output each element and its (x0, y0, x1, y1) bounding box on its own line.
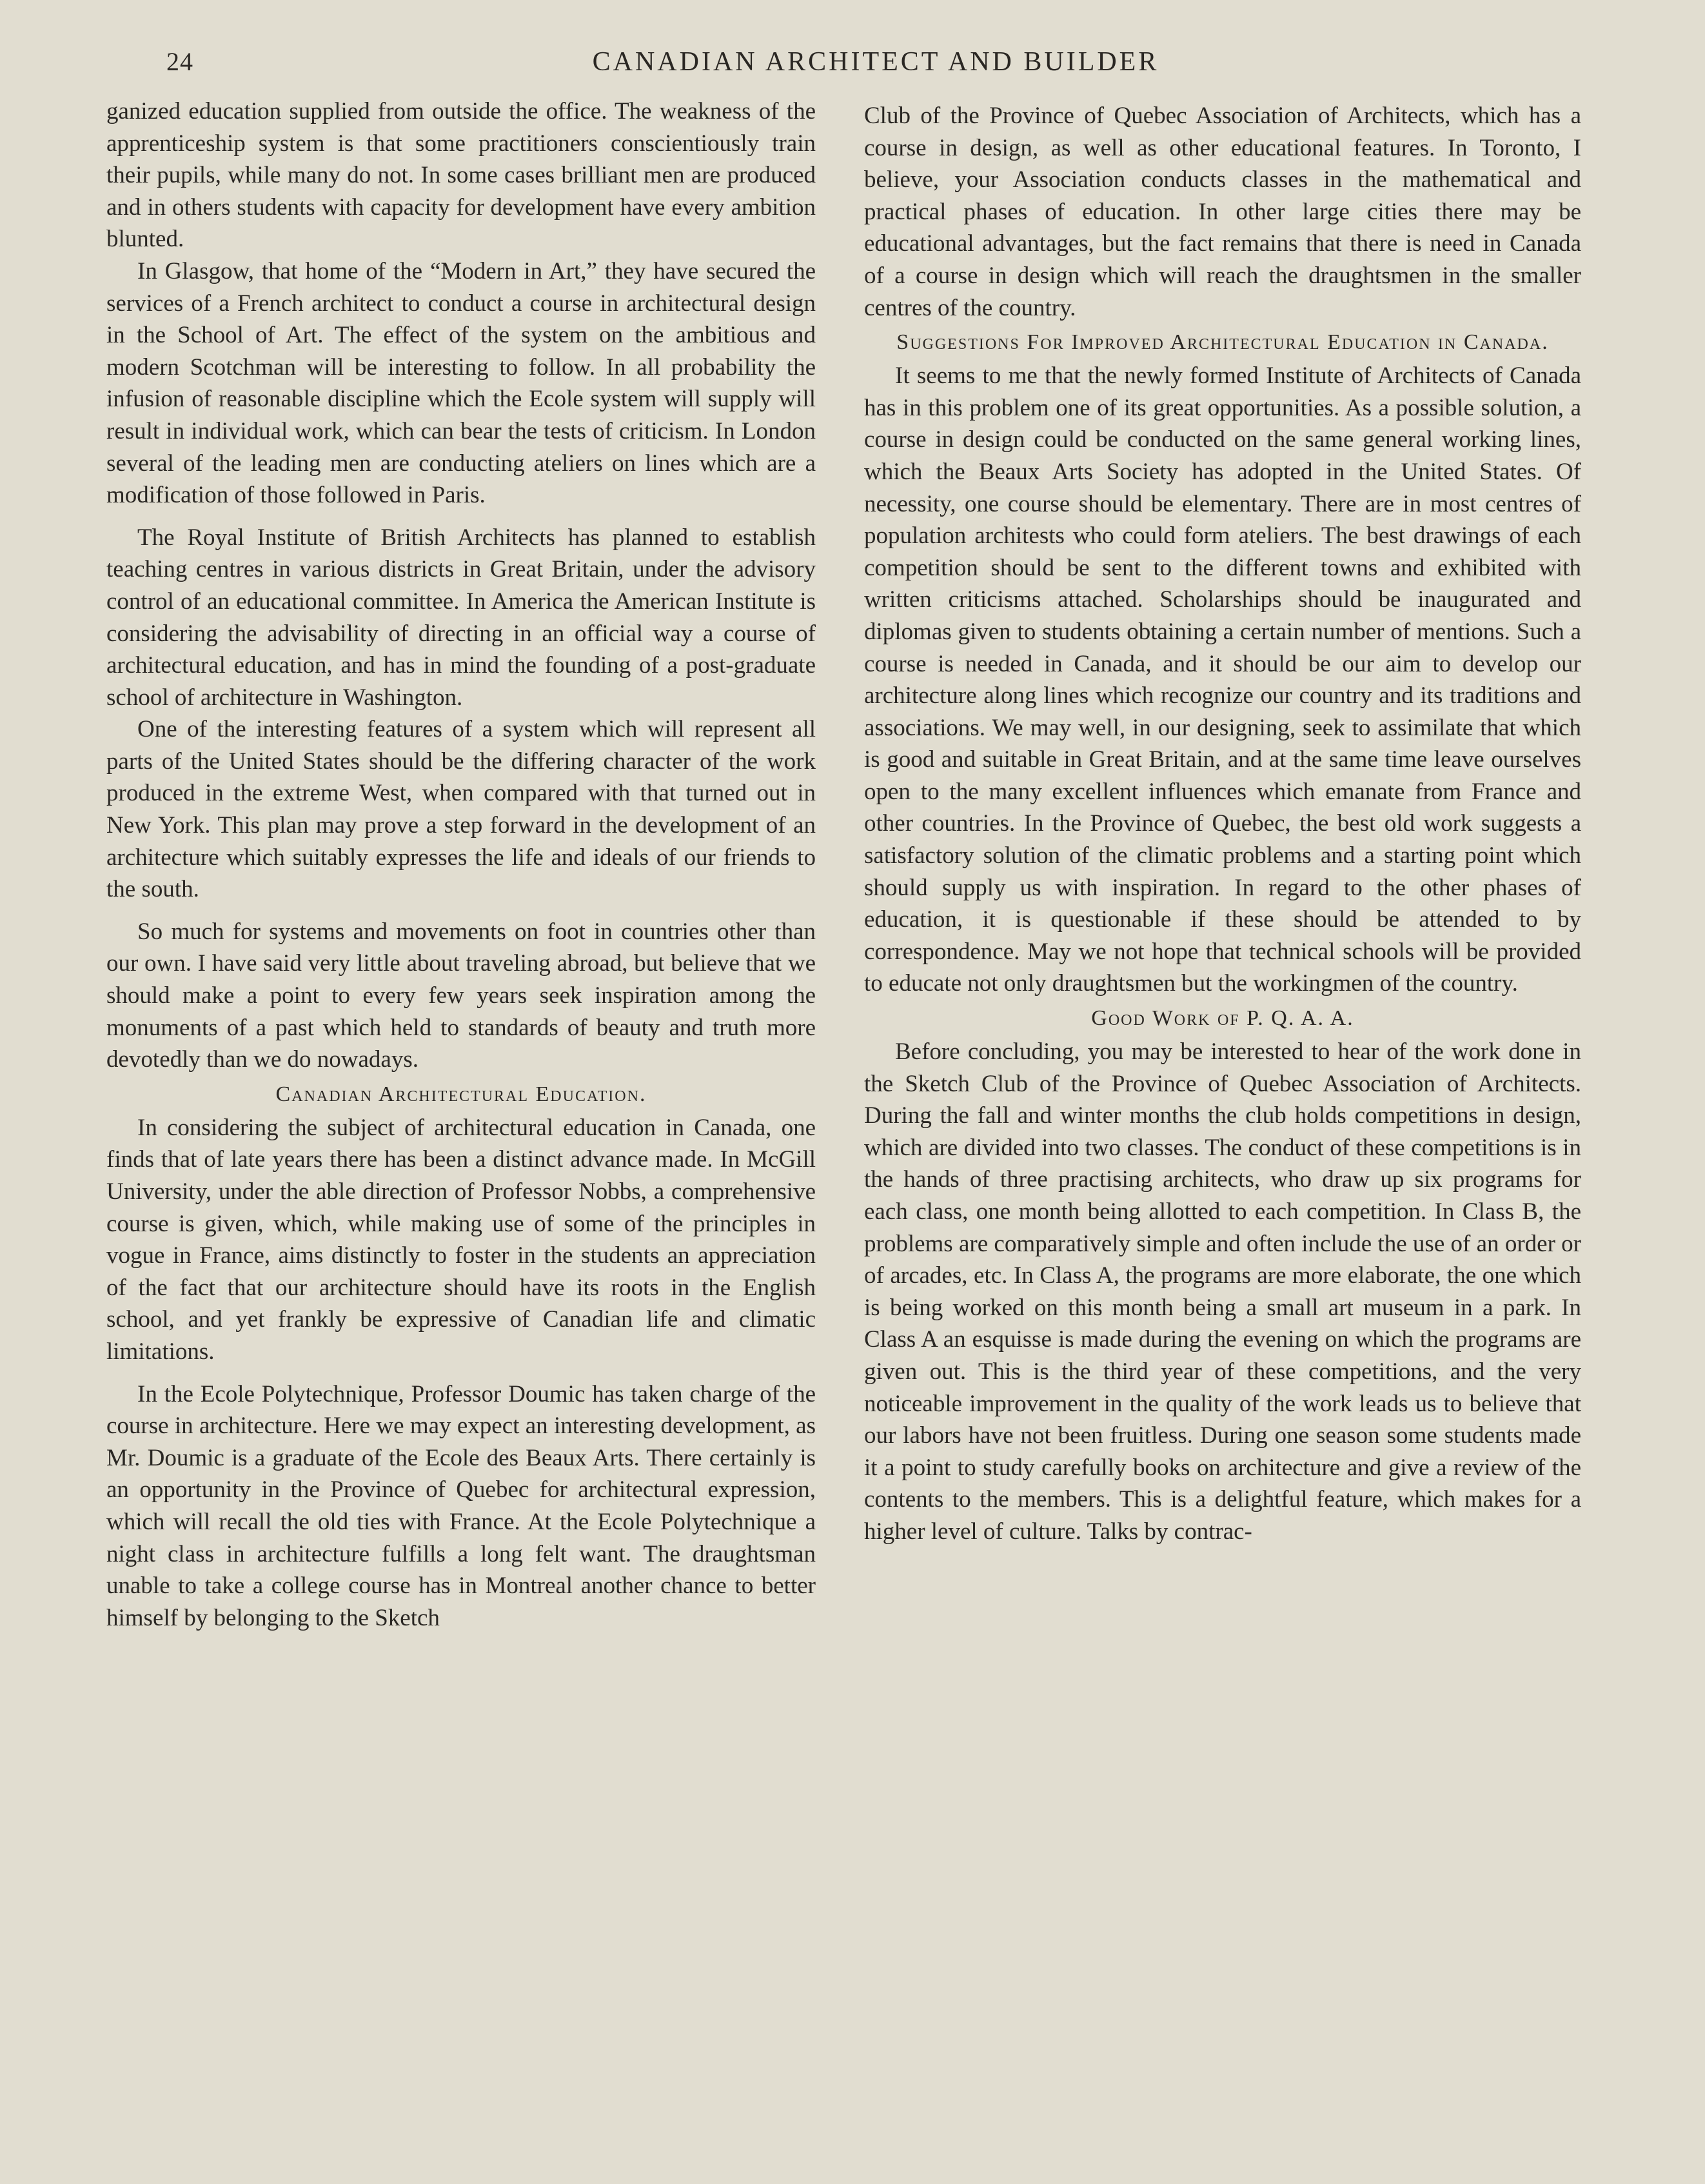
section-heading: Suggestions For Improved Architectural Education in Canada. (896, 330, 1549, 355)
section-heading: Canadian Architectural Education. (275, 1082, 647, 1106)
paragraph: Before concluding, you may be interested to hear of the work done in the Sketch Club of the Province of Quebec Association of Architects. During the fall and winter months the club holds competitions in design, which are divided into two classes. The conduct of these competitions is in the hands of three practising architects, who draw up six programs for each class, one month being allotted to each competition. In Class B, the problems are comparatively simple and often include the use of an order or of arcades, etc. In Class A, the programs are more elaborate, the one which is being worked on this month being a small art museum in a park. In Class A an esquisse is made during the evening on which the programs are given out. This is the third year of these competitions, and the very noticeable improvement in the quality of the work leads us to believe that our labors have not been fruitless. During one season some students made it a point to study carefully books on architecture and give a review of the contents to the members. This is a delightful feature, which makes for a higher level of culture. Talks by contrac- (864, 1038, 1581, 1545)
paragraph: In considering the subject of architectural education in Canada, one finds that of late years there has been a distinct advance made. In McGill University, under the able direction of Professor Nobbs, a comprehensive course is given, which, while making use of some of the principles in vogue in France, aims distinctly to foster in the students an appreciation of the fact that our architecture should have its roots in the English school, and yet frankly be expressive of Canadian life and climatic limitations. (106, 1114, 816, 1365)
paragraph: So much for systems and movements on foot in countries other than our own. I have said very little about traveling abroad, but believe that we should make a point to every few years seek inspiration among the monuments of a past which held to standards of beauty and truth more devotedly than we do nowadays. (106, 918, 816, 1073)
running-title: CANADIAN ARCHITECT AND BUILDER (592, 47, 1159, 77)
page-number: 24 (166, 47, 193, 76)
paragraph: In Glasgow, that home of the “Modern in Art,” they have secured the services of a French architect to conduct a course in architectural design in the School of Art. The effect of the system on the ambitious and modern Scotchman will be interesting to follow. In all probability the infusion of reasonable discipline which the Ecole system will supply will result in individual work, which can bear the tests of criticism. In London several of the leading men are conducting ateliers on lines which are a modification of those followed in Paris. (106, 257, 816, 509)
section-heading: Good Work of P. Q. A. A. (1091, 1006, 1354, 1031)
paragraph: One of the interesting features of a system which will represent all parts of the United States should be the differing character of the work produced in the extreme West, when compared with that turned out in New York. This plan may prove a step forward in the development of an architecture which suitably expresses the life and ideals of our friends to the south. (106, 716, 816, 903)
paragraph: Club of the Province of Quebec Association of Architects, which has a course in design, as well as other educational features. In Toronto, I believe, your Association conducts classes in the mathematical and practical phases of education. In other large cities there may be educational advantages, but the fact remains that there is need in Canada of a course in design which will reach the draughtsmen in the smaller centres of the country. (864, 103, 1581, 321)
paragraph: It seems to me that the newly formed Institute of Architects of Canada has in this problem one of its great opportunities. As a possible solution, a course in design could be conducted on the same general working lines, which the Beaux Arts Society has adopted in the United States. Of necessity, one course should be elementary. There are in most centres of population architests who could form ateliers. The best drawings of each competition should be sent to the different towns and exhibited with written criticisms attached. Scholarships should be inaugurated and diplomas given to students obtaining a certain number of mentions. Such a course is needed in Canada, and it should be our aim to develop our architecture along lines which recognize our country and its traditions and associations. We may well, in our designing, seek to assimilate that which is good and suitable in Great Britain, and at the same time leave ourselves open to the many excellent influences which emanate from France and other countries. In the Province of Quebec, the best old work suggests a satisfactory solution of the climatic problems and a starting point which should supply us with inspiration. In regard to the other phases of education, it is questionable if these should be attended to by correspondence. May we not hope that technical schools will be provided to educate not only draughtsmen but the workingmen of the country. (864, 362, 1581, 997)
paragraph: The Royal Institute of British Architects has planned to establish teaching centres in various districts in Great Britain, under the advisory control of an educational committee. In America the American Institute is considering the advisability of directing in an official way a course of architectural education, and has in mind the founding of a post-graduate school of architecture in Washington. (106, 524, 816, 711)
page-header (166, 46, 1585, 85)
paragraph: In the Ecole Polytechnique, Professor Doumic has taken charge of the course in architecture. Here we may expect an interesting development, as Mr. Doumic is a graduate of the Ecole des Beaux Arts. There certainly is an opportunity in the Province of Quebec for architectural expression, which will recall the old ties with France. At the Ecole Polytechnique a night class in architecture fulfills a long felt want. The draughtsman unable to take a college course has in Montreal another chance to better himself by belonging to the Sketch (106, 1380, 816, 1631)
paragraph: ganized education supplied from outside the office. The weakness of the apprenticeship system is that some practitioners conscientiously train their pupils, while many do not. In some cases brilliant men are produced and in others students with capacity for development have every ambition blunted. (106, 98, 816, 253)
left-column (106, 95, 816, 1634)
right-column (864, 100, 1581, 1548)
